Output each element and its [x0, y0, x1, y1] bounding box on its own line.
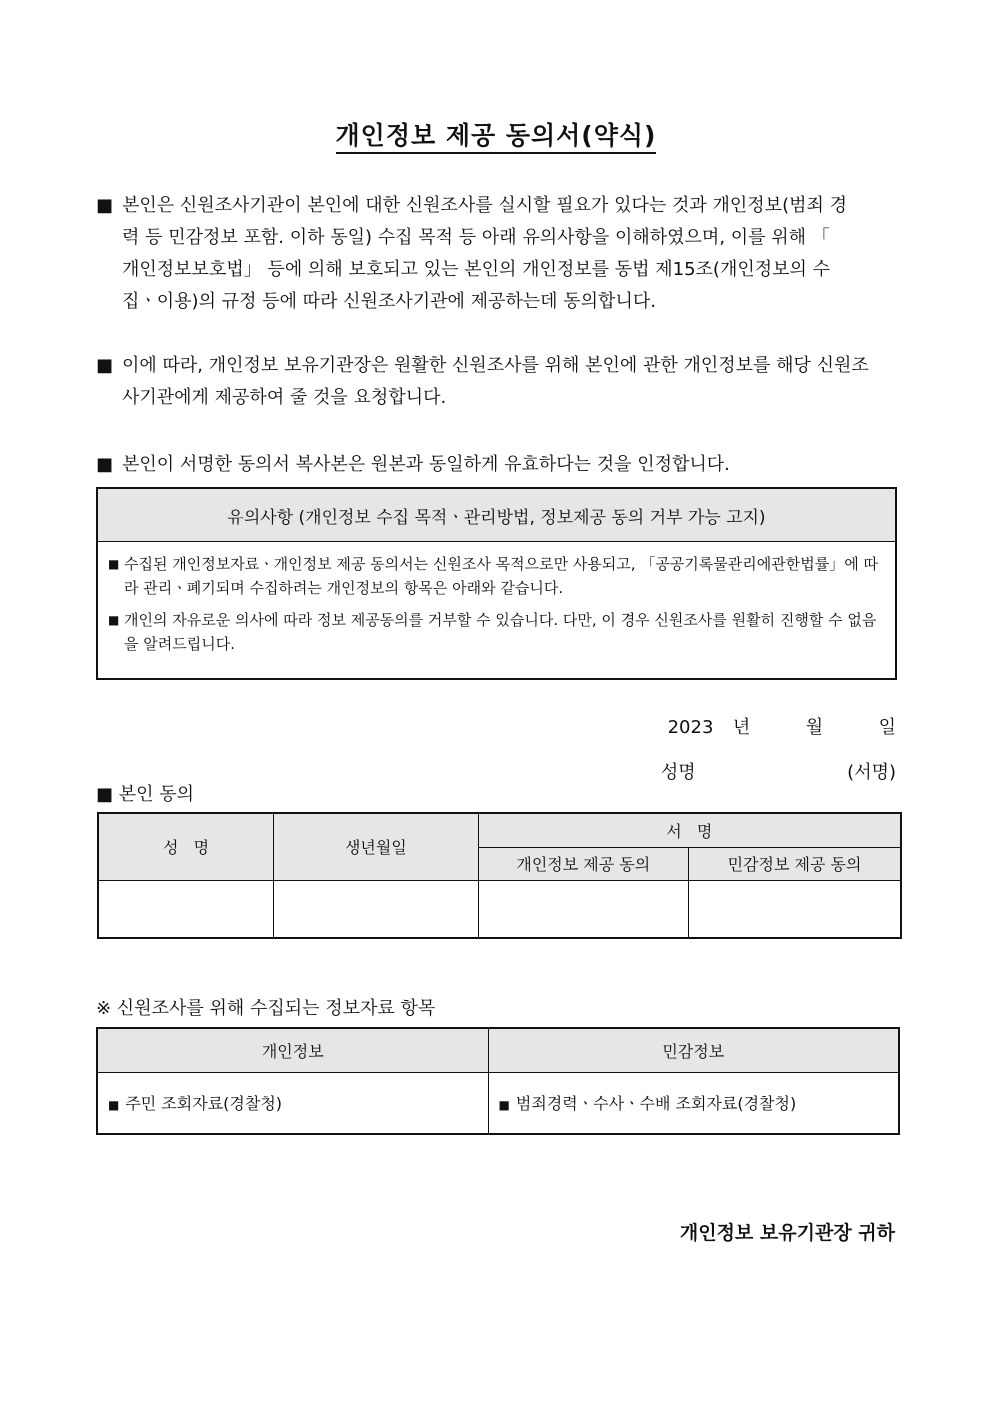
date-day-unit: 일 — [878, 717, 896, 738]
bullet-icon: ■ — [108, 613, 120, 627]
bullet-icon: ■ — [108, 1098, 120, 1113]
name-field[interactable] — [98, 880, 274, 938]
header-name: 성 명 — [98, 813, 274, 880]
items-section-label: ※ 신원조사를 위해 수집되는 정보자료 항목 — [96, 998, 436, 1019]
header-personal-consent: 개인정보 제공 동의 — [478, 847, 688, 880]
date-line — [668, 713, 896, 739]
document-title: 개인정보 제공 동의서(약식) — [0, 116, 992, 152]
bullet-icon: ■ — [96, 195, 114, 216]
header-birth: 생년월일 — [274, 813, 478, 880]
date-year: 2023 — [667, 717, 714, 738]
bullet-icon: ■ — [96, 355, 114, 376]
header-personal-info: 개인정보 — [97, 1028, 488, 1072]
bullet-icon: ■ — [498, 1098, 510, 1113]
notice-body — [98, 542, 895, 656]
bullet-icon: ■ — [96, 454, 114, 475]
bullet-icon: ■ — [96, 784, 114, 805]
date-month-unit: 월 — [805, 717, 824, 738]
date-year-unit: 년 — [732, 717, 751, 738]
consent-table — [97, 812, 902, 939]
notice-item: ■ 수집된 개인정보자료ㆍ개인정보 제공 동의서는 신원조사 목적으로만 사용되고, 「공공기록물관리에관한법률」에 따라 관리ㆍ폐기되며 수집하려는 개인정보의 항목은 아래와 같습니다. — [108, 552, 885, 600]
consent-paragraph-3: ■ 본인이 서명한 동의서 복사본은 원본과 동일하게 유효하다는 것을 인정합니다. — [96, 449, 896, 481]
signature-line — [661, 758, 896, 784]
birth-field[interactable] — [274, 880, 478, 938]
header-sensitive-info: 민감정보 — [488, 1028, 899, 1072]
header-signature: 서 명 — [478, 813, 901, 847]
notice-heading: 유의사항 (개인정보 수집 목적ㆍ관리방법, 정보제공 동의 거부 가능 고지) — [98, 489, 895, 542]
signature-sign-label: (서명) — [847, 762, 896, 783]
footer-addressee: 개인정보 보유기관장 귀하 — [679, 1222, 895, 1244]
header-sensitive-consent: 민감정보 제공 동의 — [689, 847, 901, 880]
consent-section-label: ■ 본인 동의 — [96, 784, 195, 805]
personal-consent-signature-field[interactable] — [478, 880, 688, 938]
notice-item: ■ 개인의 자유로운 의사에 따라 정보 제공동의를 거부할 수 있습니다. 다만, 이 경우 신원조사를 원활히 진행할 수 없음을 알려드립니다. — [108, 608, 885, 656]
personal-info-item: ■ 주민 조회자료(경찰청) — [97, 1072, 488, 1134]
sensitive-consent-signature-field[interactable] — [689, 880, 901, 938]
signature-name-label: 성명 — [660, 762, 696, 783]
bullet-icon: ■ — [108, 557, 120, 571]
items-table — [96, 1027, 900, 1135]
notice-box — [96, 487, 897, 680]
consent-paragraph-1: ■ 본인은 신원조사기관이 본인에 대한 신원조사를 실시할 필요가 있다는 것과 개인정보(범죄 경 력 등 민감정보 포함. 이하 동일) 수집 목적 등 아래 유의사항을 이해하였으며, 이를 위해 「 개인정보보호법」 등에 의해 보호되고 있는 본인의 개인정보를 동법 제15조(개인정보의 수 집ㆍ이용)의 규정 등에 따라 신원조사기관에 제공하는데 동의합니다. — [96, 190, 896, 318]
consent-paragraph-2: ■ 이에 따라, 개인정보 보유기관장은 원활한 신원조사를 위해 본인에 관한 개인정보를 해당 신원조 사기관에게 제공하여 줄 것을 요청합니다. — [96, 350, 896, 414]
sensitive-info-item: ■ 범죄경력ㆍ수사ㆍ수배 조회자료(경찰청) — [488, 1072, 899, 1134]
